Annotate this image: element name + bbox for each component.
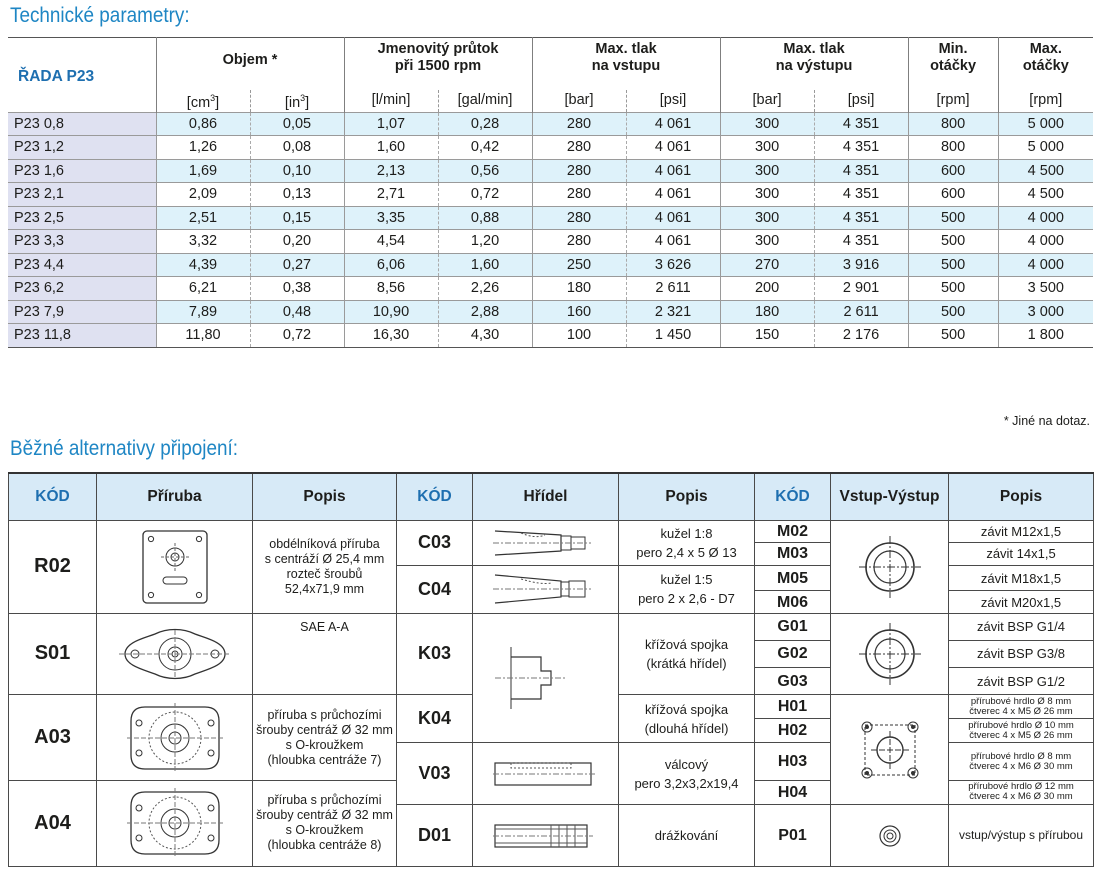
param-value: 200 — [720, 277, 814, 301]
param-value: 0,27 — [250, 253, 344, 277]
param-value: 1 450 — [626, 324, 720, 348]
series-label: ŘADA P23 — [8, 38, 156, 113]
sae-flange-icon — [115, 624, 235, 684]
port-drawing-g — [831, 613, 949, 694]
shaft-drawing-c04 — [473, 565, 619, 613]
param-value: 6,06 — [344, 253, 438, 277]
rectangular-flange-icon — [135, 527, 215, 607]
param-value: 0,72 — [438, 183, 532, 207]
shaft-desc-c04: kužel 1:5 pero 2 x 2,6 - D7 — [619, 565, 755, 613]
unit-in3: $[in^3]$ — [250, 90, 344, 113]
param-value: 0,38 — [250, 277, 344, 301]
param-value: 3,35 — [344, 206, 438, 230]
param-row — [8, 206, 1093, 230]
section-title-connections: Běžné alternativy připojení: — [10, 437, 238, 460]
unit-rpm-max: [rpm] — [998, 90, 1093, 113]
param-value: 0,48 — [250, 300, 344, 324]
param-value: 10,90 — [344, 300, 438, 324]
param-value: 280 — [532, 183, 626, 207]
param-value: 1,26 — [156, 136, 250, 160]
cross-coupling-shaft-icon — [491, 643, 601, 713]
header-kod-shaft: KÓD — [397, 473, 473, 521]
param-value: 300 — [720, 159, 814, 183]
param-value: 0,28 — [438, 112, 532, 136]
param-series-name: P23 3,3 — [8, 230, 156, 254]
param-value: 500 — [908, 206, 998, 230]
connections-table — [8, 472, 1094, 867]
flange-code-a03: A03 — [9, 695, 97, 781]
shaft-code-c04: C04 — [397, 565, 473, 613]
param-row — [8, 230, 1093, 254]
shaft-desc-d01: drážkování — [619, 805, 755, 867]
param-value: 0,88 — [438, 206, 532, 230]
port-desc-m03: závit 14x1,5 — [949, 543, 1094, 565]
flange-drawing-s01 — [97, 613, 253, 694]
param-value: 4 500 — [998, 159, 1093, 183]
param-value: 16,30 — [344, 324, 438, 348]
param-series-name: P23 0,8 — [8, 112, 156, 136]
param-value: 300 — [720, 206, 814, 230]
param-value: 4 061 — [626, 112, 720, 136]
param-value: 1,60 — [438, 253, 532, 277]
header-port: Vstup-Výstup — [831, 473, 949, 521]
shaft-desc-k04: křížová spojka (dlouhá hřídel) — [619, 695, 755, 743]
param-row — [8, 159, 1093, 183]
param-value: 4,30 — [438, 324, 532, 348]
param-value: 0,10 — [250, 159, 344, 183]
param-value: 3 626 — [626, 253, 720, 277]
param-value: 5 000 — [998, 112, 1093, 136]
port-desc-h03: přírubové hrdlo Ø 8 mm čtverec 4 x M6 Ø 30 mm — [949, 743, 1094, 781]
shaft-desc-k03: křížová spojka (krátká hřídel) — [619, 613, 755, 694]
param-value: 4 500 — [998, 183, 1093, 207]
param-value: 0,05 — [250, 112, 344, 136]
shaft-code-d01: D01 — [397, 805, 473, 867]
header-desc-flange: Popis — [253, 473, 397, 521]
param-row — [8, 112, 1093, 136]
unit-bar-out: [bar] — [720, 90, 814, 113]
param-value: 2,88 — [438, 300, 532, 324]
param-value: 500 — [908, 300, 998, 324]
oring-flange-icon — [125, 786, 225, 860]
port-code-m06: M06 — [755, 591, 831, 613]
param-value: 0,20 — [250, 230, 344, 254]
param-value: 100 — [532, 324, 626, 348]
port-code-g03: G03 — [755, 667, 831, 694]
param-value: 4 000 — [998, 253, 1093, 277]
param-value: 3 916 — [814, 253, 908, 277]
flange-drawing-a03 — [97, 695, 253, 781]
unit-rpm-min: [rpm] — [908, 90, 998, 113]
port-drawing-h — [831, 695, 949, 805]
param-series-name: P23 11,8 — [8, 324, 156, 348]
header-volume: Objem * — [156, 38, 344, 90]
shaft-code-v03: V03 — [397, 743, 473, 805]
param-value: 2 321 — [626, 300, 720, 324]
header-desc-shaft: Popis — [619, 473, 755, 521]
param-value: 3 000 — [998, 300, 1093, 324]
param-value: 3,32 — [156, 230, 250, 254]
param-value: 500 — [908, 277, 998, 301]
param-value: 280 — [532, 136, 626, 160]
shaft-drawing-c03 — [473, 521, 619, 566]
param-value: 1,07 — [344, 112, 438, 136]
unit-psi-out: [psi] — [814, 90, 908, 113]
param-value: 600 — [908, 183, 998, 207]
param-value: 4 351 — [814, 136, 908, 160]
flange-desc-a04: příruba s průchozími šrouby centráž Ø 32 mm s O-kroužkem (hloubka centráže 8) — [253, 780, 397, 866]
param-series-name: P23 1,6 — [8, 159, 156, 183]
flange-code-a04: A04 — [9, 780, 97, 866]
port-desc-h01: přírubové hrdlo Ø 8 mm čtverec 4 x M5 Ø 26 mm — [949, 695, 1094, 719]
flange-desc-a03: příruba s průchozími šrouby centráž Ø 32 mm s O-kroužkem (hloubka centráže 7) — [253, 695, 397, 781]
shaft-code-k04: K04 — [397, 695, 473, 743]
parameters-table — [8, 37, 1093, 348]
param-value: 300 — [720, 136, 814, 160]
header-pressure-in: Max. tlak na vstupu — [532, 38, 720, 90]
port-code-g02: G02 — [755, 640, 831, 667]
unit-galmin: [gal/min] — [438, 90, 532, 113]
bsp-port-icon — [855, 619, 925, 689]
header-flange: Příruba — [97, 473, 253, 521]
param-value: 7,89 — [156, 300, 250, 324]
param-value: 4 351 — [814, 112, 908, 136]
port-desc-g02: závit BSP G3/8 — [949, 640, 1094, 667]
param-value: 2 611 — [626, 277, 720, 301]
param-value: 1 800 — [998, 324, 1093, 348]
param-value: 0,13 — [250, 183, 344, 207]
param-value: 4,39 — [156, 253, 250, 277]
param-value: 2,13 — [344, 159, 438, 183]
splined-shaft-icon — [491, 819, 601, 853]
param-value: 500 — [908, 253, 998, 277]
param-value: 2 176 — [814, 324, 908, 348]
param-value: 4 351 — [814, 206, 908, 230]
threaded-port-icon — [855, 532, 925, 602]
param-value: 1,60 — [344, 136, 438, 160]
param-row — [8, 183, 1093, 207]
port-code-g01: G01 — [755, 613, 831, 640]
port-drawing-p01 — [831, 805, 949, 867]
port-code-h01: H01 — [755, 695, 831, 719]
param-value: 4,54 — [344, 230, 438, 254]
param-value: 300 — [720, 112, 814, 136]
port-desc-g03: závit BSP G1/2 — [949, 667, 1094, 694]
header-flow: Jmenovitý průtok při 1500 rpm — [344, 38, 532, 90]
param-value: 160 — [532, 300, 626, 324]
param-value: 4 351 — [814, 230, 908, 254]
param-value: 1,20 — [438, 230, 532, 254]
param-value: 2,71 — [344, 183, 438, 207]
param-value: 4 061 — [626, 159, 720, 183]
param-value: 280 — [532, 159, 626, 183]
port-desc-g01: závit BSP G1/4 — [949, 613, 1094, 640]
port-code-p01: P01 — [755, 805, 831, 867]
header-pressure-out: Max. tlak na výstupu — [720, 38, 908, 90]
flange-desc-s01: SAE A-A — [253, 613, 397, 694]
shaft-drawing-k — [473, 613, 619, 742]
param-value: 300 — [720, 230, 814, 254]
param-series-name: P23 4,4 — [8, 253, 156, 277]
param-value: 4 000 — [998, 206, 1093, 230]
param-value: 0,86 — [156, 112, 250, 136]
param-value: 280 — [532, 230, 626, 254]
flange-drawing-a04 — [97, 780, 253, 866]
header-min-rpm: Min. otáčky — [908, 38, 998, 90]
param-value: 11,80 — [156, 324, 250, 348]
param-value: 8,56 — [344, 277, 438, 301]
port-code-m03: M03 — [755, 543, 831, 565]
port-desc-h02: přírubové hrdlo Ø 10 mm čtverec 4 x M5 Ø 26 mm — [949, 719, 1094, 743]
param-value: 2,51 — [156, 206, 250, 230]
shaft-desc-c03: kužel 1:8 pero 2,4 x 5 Ø 13 — [619, 521, 755, 566]
header-max-rpm: Max. otáčky — [998, 38, 1093, 90]
param-value: 500 — [908, 324, 998, 348]
param-value: 4 061 — [626, 183, 720, 207]
shaft-drawing-d01 — [473, 805, 619, 867]
param-value: 0,15 — [250, 206, 344, 230]
param-value: 4 061 — [626, 230, 720, 254]
port-code-m05: M05 — [755, 565, 831, 591]
param-series-name: P23 2,5 — [8, 206, 156, 230]
shaft-code-k03: K03 — [397, 613, 473, 694]
flange-code-s01: S01 — [9, 613, 97, 694]
shaft-code-c03: C03 — [397, 521, 473, 566]
param-value: 300 — [720, 183, 814, 207]
param-series-name: P23 2,1 — [8, 183, 156, 207]
param-value: 270 — [720, 253, 814, 277]
header-desc-port: Popis — [949, 473, 1094, 521]
param-value: 4 061 — [626, 206, 720, 230]
param-value: 250 — [532, 253, 626, 277]
param-value: 6,21 — [156, 277, 250, 301]
shaft-drawing-v03 — [473, 743, 619, 805]
port-code-m02: M02 — [755, 521, 831, 543]
unit-bar-in: [bar] — [532, 90, 626, 113]
param-value: 2,09 — [156, 183, 250, 207]
shaft-desc-v03: válcový pero 3,2x3,2x19,4 — [619, 743, 755, 805]
param-value: 1,69 — [156, 159, 250, 183]
port-code-h03: H03 — [755, 743, 831, 781]
param-value: 500 — [908, 230, 998, 254]
param-value: 2,26 — [438, 277, 532, 301]
header-kod-flange: KÓD — [9, 473, 97, 521]
param-value: 0,72 — [250, 324, 344, 348]
param-row — [8, 277, 1093, 301]
param-value: 2 611 — [814, 300, 908, 324]
param-value: 0,42 — [438, 136, 532, 160]
param-value: 180 — [720, 300, 814, 324]
param-series-name: P23 7,9 — [8, 300, 156, 324]
param-row — [8, 324, 1093, 348]
flange-desc-r02: obdélníková příruba s centráží Ø 25,4 mm rozteč šroubů 52,4x71,9 mm — [253, 521, 397, 614]
oring-flange-icon — [125, 701, 225, 775]
section-title-parameters: Technické parametry: — [10, 4, 190, 27]
port-desc-p01: vstup/výstup s přírubou — [949, 805, 1094, 867]
flanged-inlet-icon — [878, 824, 902, 848]
flange-code-r02: R02 — [9, 521, 97, 614]
port-desc-m06: závit M20x1,5 — [949, 591, 1094, 613]
port-desc-h04: přírubové hrdlo Ø 12 mm čtverec 4 x M6 Ø 30 mm — [949, 780, 1094, 804]
param-value: 5 000 — [998, 136, 1093, 160]
param-value: 600 — [908, 159, 998, 183]
param-row — [8, 136, 1093, 160]
tapered-shaft-icon — [491, 571, 601, 607]
port-desc-m02: závit M12x1,5 — [949, 521, 1094, 543]
header-shaft: Hřídel — [473, 473, 619, 521]
param-value: 800 — [908, 112, 998, 136]
param-value: 800 — [908, 136, 998, 160]
tapered-shaft-icon — [491, 525, 601, 561]
port-code-h02: H02 — [755, 719, 831, 743]
cylindrical-shaft-icon — [491, 757, 601, 791]
param-value: 4 351 — [814, 159, 908, 183]
port-drawing-m — [831, 521, 949, 614]
flange-drawing-r02 — [97, 521, 253, 614]
flanged-port-icon — [855, 715, 925, 785]
param-value: 4 061 — [626, 136, 720, 160]
param-series-name: P23 1,2 — [8, 136, 156, 160]
unit-psi-in: [psi] — [626, 90, 720, 113]
param-value: 150 — [720, 324, 814, 348]
param-series-name: P23 6,2 — [8, 277, 156, 301]
port-desc-m05: závit M18x1,5 — [949, 565, 1094, 591]
footnote: * Jiné na dotaz. — [1003, 414, 1090, 428]
port-code-h04: H04 — [755, 780, 831, 804]
param-value: 0,56 — [438, 159, 532, 183]
param-value: 2 901 — [814, 277, 908, 301]
param-value: 3 500 — [998, 277, 1093, 301]
param-row — [8, 300, 1093, 324]
param-value: 280 — [532, 112, 626, 136]
param-value: 4 351 — [814, 183, 908, 207]
unit-cm3: $[cm^3]$ — [156, 90, 250, 113]
param-value: 4 000 — [998, 230, 1093, 254]
param-row — [8, 253, 1093, 277]
header-kod-port: KÓD — [755, 473, 831, 521]
param-value: 180 — [532, 277, 626, 301]
param-value: 280 — [532, 206, 626, 230]
param-value: 0,08 — [250, 136, 344, 160]
unit-lmin: [l/min] — [344, 90, 438, 113]
